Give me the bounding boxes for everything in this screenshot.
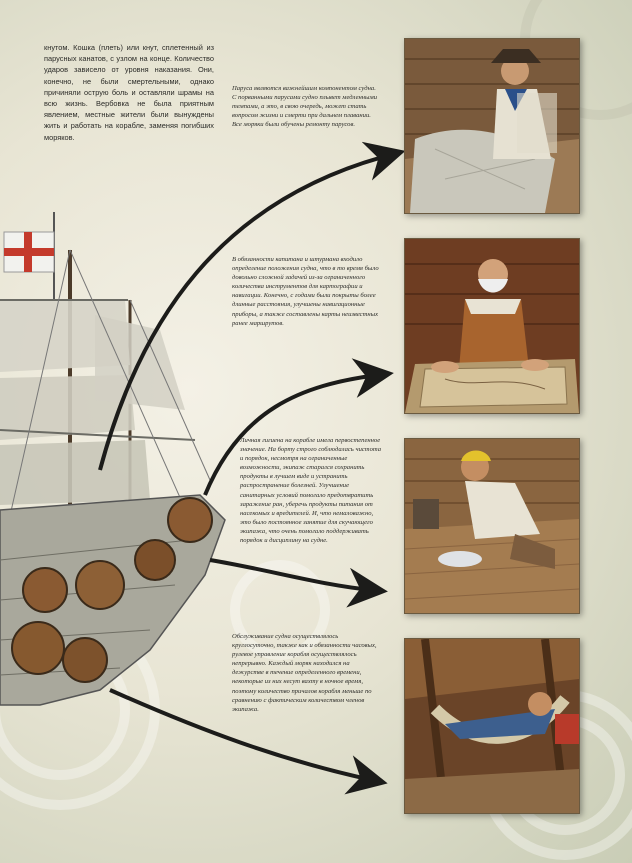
illustration-deck-scrubbing xyxy=(404,438,580,614)
arrow-to-panel-3 xyxy=(210,560,372,590)
caption-hygiene: Личная гигиена на корабле имела первостепенное значение. На борту строго соблюдалась чистота и порядок, несмотря на ограниченные возможности, экипаж старался сохранить продукты в лучшем виде и устранить распространение болезней. Улучшение санитарных условий помогало предотвратить заражение ран, уберечь продукты питания от насекомых и вредителей. И, что немаловажно, это было постоянное занятие для скучающего экипажа, что очень помогало поддерживать порядок и дисциплину на судне. xyxy=(240,437,382,545)
illustration-hammock-rest xyxy=(404,638,580,814)
caption-navigation: В обязанности капитана и штурмана входило определение положения судна, что в то время было довольно сложной задачей из-за ограниченного количества инструментов для картографии и навигации. Конечно, с годами были покрыты более длинные расстояния, улучшены навигационные приборы, а также составлены карты неизвестных ранее маршрутов. xyxy=(232,256,379,327)
caption-watch-duty: Обслуживание судна осуществлялось круглосуточно, также как и обязанности часовых, рулевое управление корабля осуществлялось непрерывно. Каждый моряк находился на дежурстве в течение определенного времени, некоторые из них несут вахту в ночное время, поэтому количество причалов корабля меньше по сравнению с фактическим количеством членов экипажа. xyxy=(232,633,377,713)
illustration-sail-mending xyxy=(404,38,580,214)
illustration-captain-map xyxy=(404,238,580,414)
intro-paragraph: кнутом. Кошка (плеть) или кнут, сплетенный из парусных канатов, с узлом на конце. Количество ударов зависело от уровня наказания. Они, конечно, не были смертельными, однако причиняли острую боль и оставляли шрамы на всю жизнь. Вербовка не была приятным явлением, местные жители были вынуждены жить и работать на корабле, заменяя погибших моряков. xyxy=(44,43,214,142)
caption-sail-repair: Паруса являются важнейшим компонентом судна. С порванными парусами судно плывет медленными темпами, а это, в свою очередь, может стать вопросом жизни и смерти при дальнем плавании. Все моряки были обучены ремонту парусов. xyxy=(232,85,378,129)
